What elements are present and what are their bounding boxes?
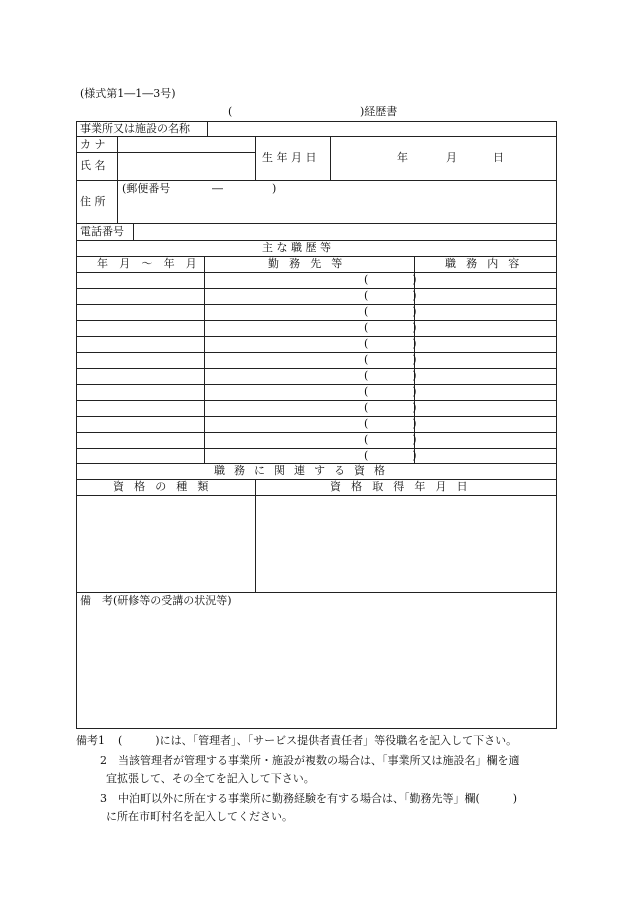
career-row-paren: ( ) [364,449,417,462]
note-text: に所在市町村名を記入してください。 [106,810,293,823]
postal-code-label: (郵便番号 [122,182,171,195]
facility-name-label: 事業所又は施設の名称 [80,122,190,135]
form-number: (様式第1―1―3号) [80,87,176,100]
career-row-paren: ( ) [364,417,417,430]
note-text: 当該管理者が管理する事業所・施設が複数の場合は、「事業所又は施設名」欄を適 [118,754,520,767]
qualification-section-title: 職 務 に 関 連 す る 資 格 [214,464,388,477]
career-duties-header: 職 務 内 容 [445,257,523,270]
career-row-paren: ( ) [364,433,417,446]
qualification-type-header: 資 格 の 種 類 [113,480,212,493]
career-section-title: 主 な 職 歴 等 [262,241,331,254]
note-text: 中泊町以外に所在する事業所に勤務経験を有する場合は、「勤務先等」欄( ) [118,792,518,805]
kana-label: カ ナ [80,138,106,151]
birth-month: 月 [446,151,457,164]
career-period-header: 年 月 〜 年 月 [97,257,201,270]
remarks-label: 備 考(研修等の受講の状況等) [80,594,232,607]
note-text: 宜拡張して、その全てを記入して下さい。 [106,772,315,785]
career-row-paren: ( ) [364,385,417,398]
career-row-paren: ( ) [364,369,417,382]
qualification-date-header: 資 格 取 得 年 月 日 [330,480,471,493]
note-text: ( )には、「管理者」、「サービス提供者責任者」等役職名を記入して下さい。 [118,734,518,747]
note-number: 備考1 [76,734,105,747]
career-row-paren: ( ) [364,353,417,366]
phone-label: 電話番号 [80,225,124,238]
birth-date-label: 生 年 月 日 [262,151,317,164]
career-row-paren: ( ) [364,289,417,302]
career-row-paren: ( ) [364,321,417,334]
career-row-paren: ( ) [364,273,417,286]
birth-day: 日 [493,151,504,164]
note-number: 3 [100,792,107,805]
name-label: 氏 名 [80,159,106,172]
career-row-paren: ( ) [364,337,417,350]
career-row-paren: ( ) [364,401,417,414]
note-number: 2 [100,754,107,767]
document-title: )経歴書 [360,105,398,118]
career-row-paren: ( ) [364,305,417,318]
address-label: 住 所 [80,195,106,208]
postal-dash: ― [212,182,223,195]
career-workplace-header: 勤 務 先 等 [268,257,346,270]
title-open-paren: ( [228,105,233,118]
postal-close: ) [272,182,277,195]
birth-year: 年 [397,151,408,164]
